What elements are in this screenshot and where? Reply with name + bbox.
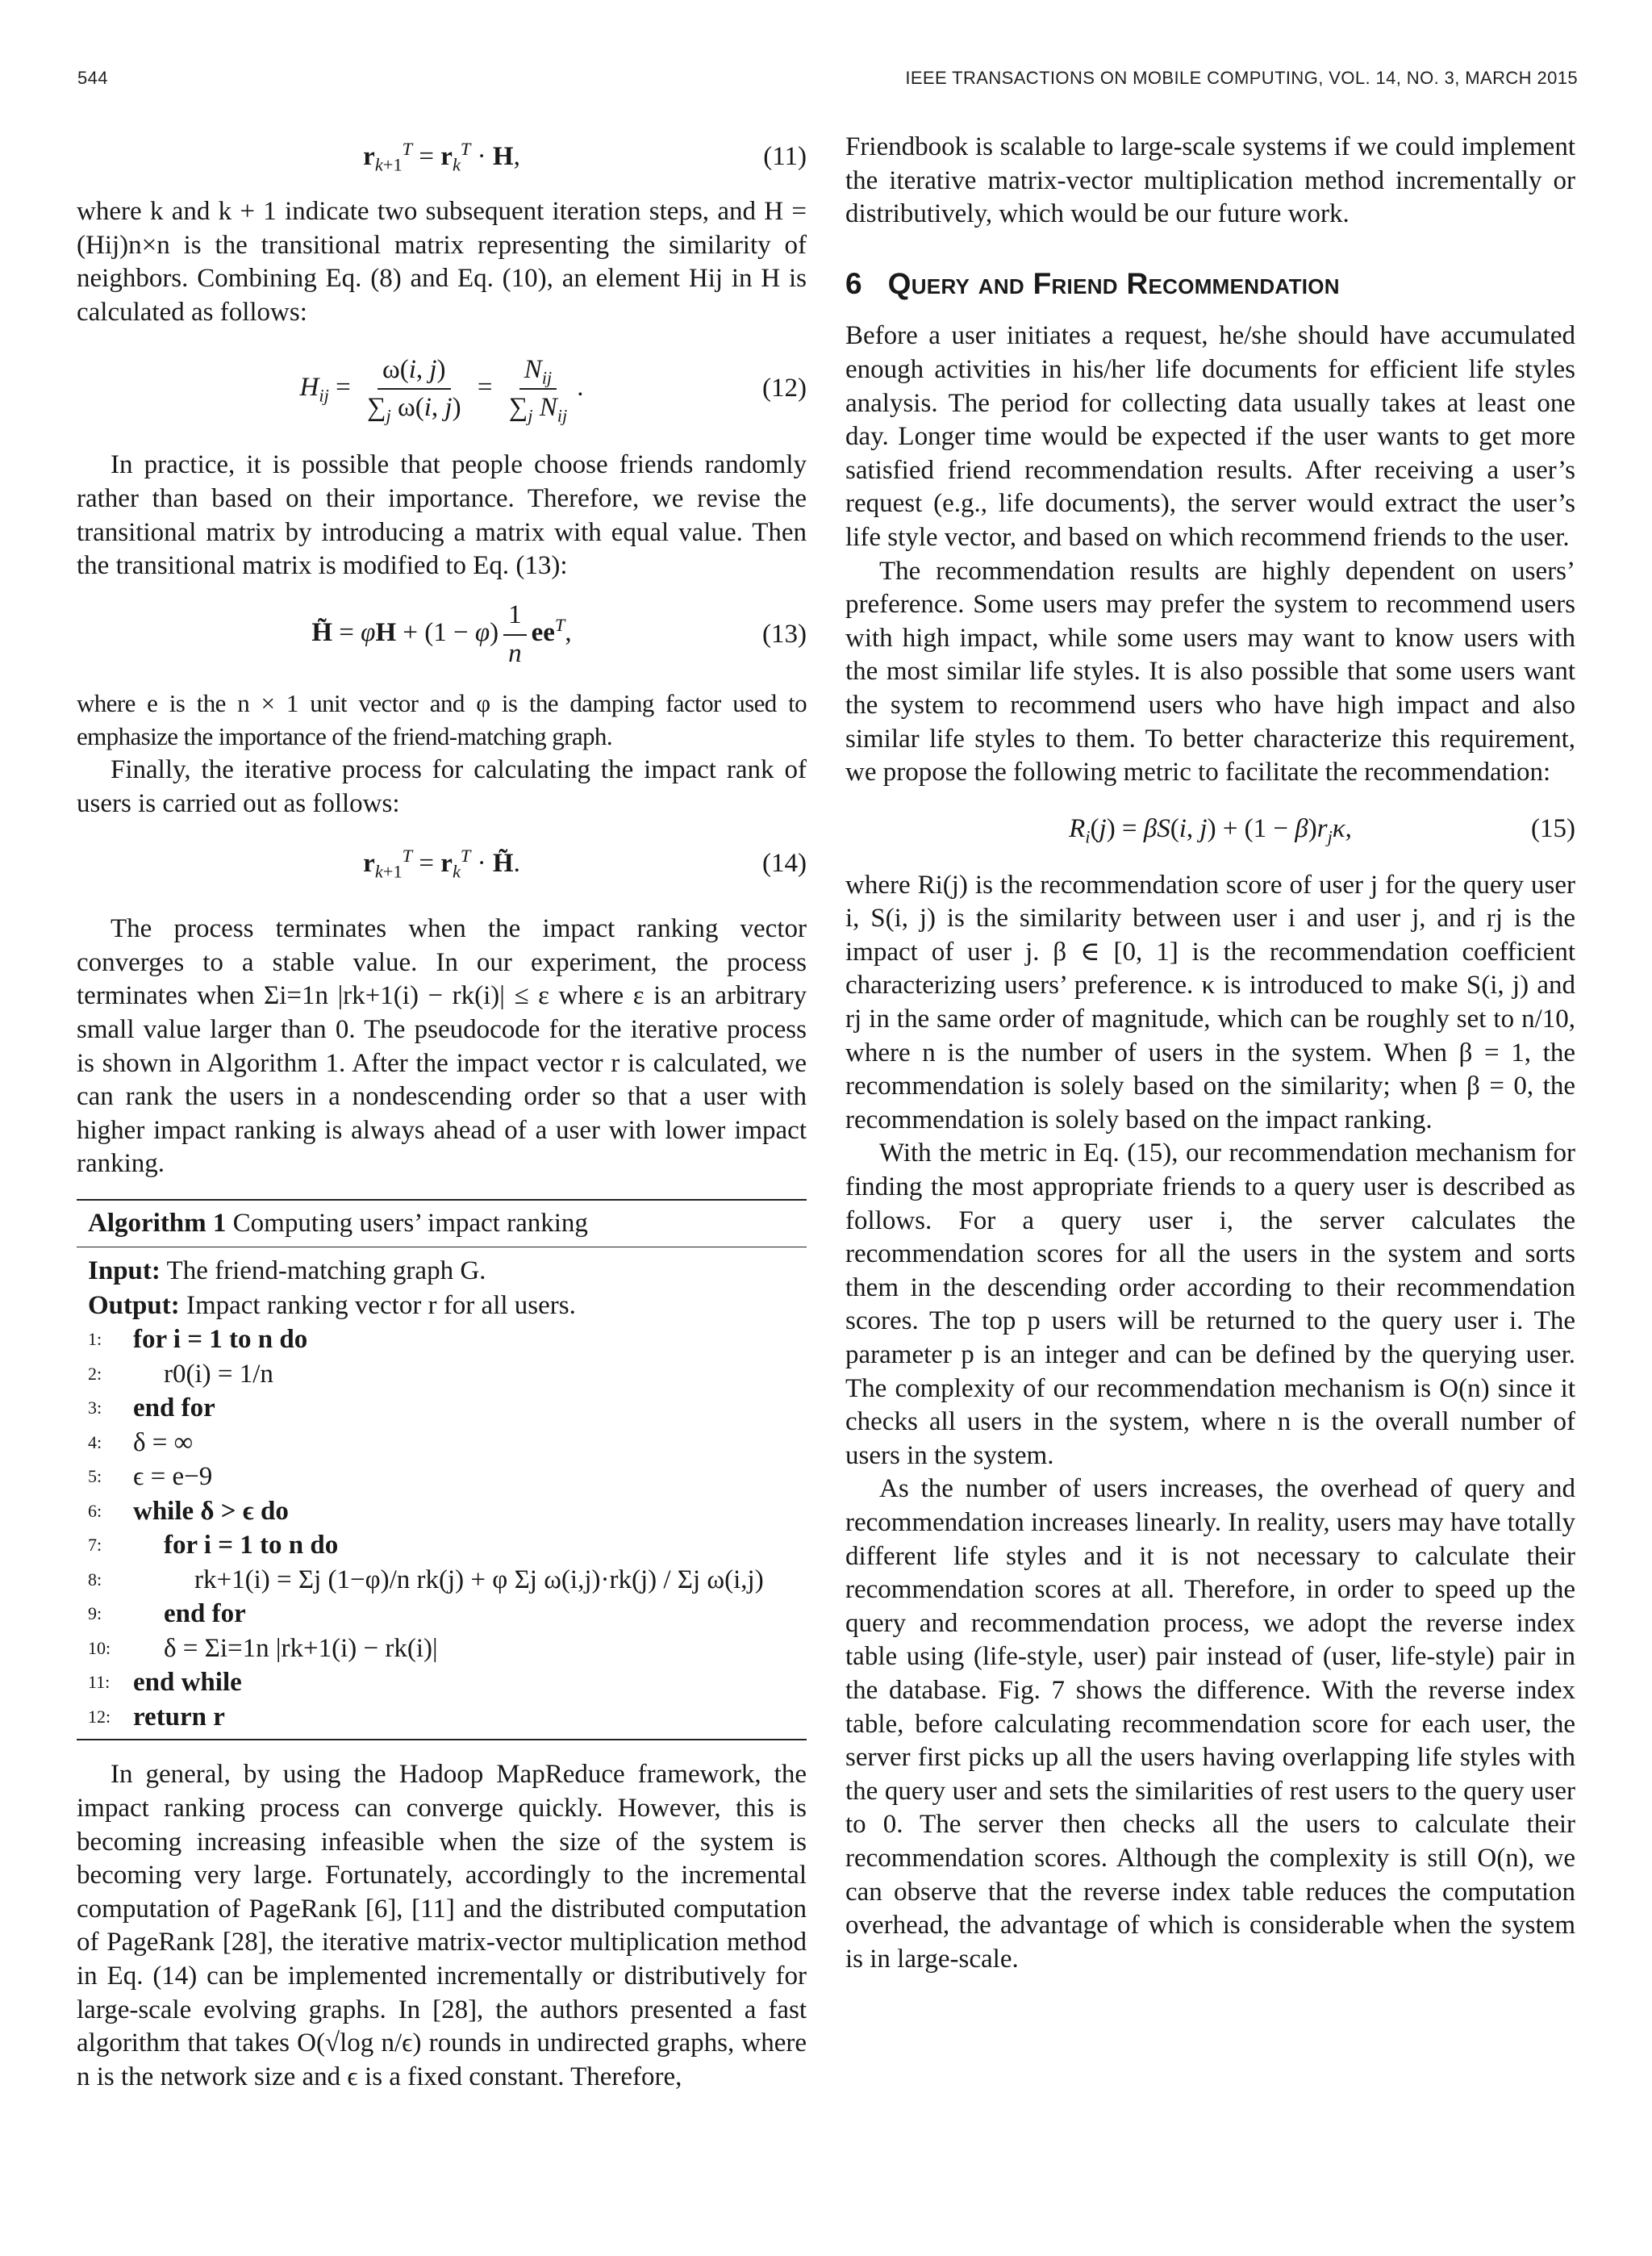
line-text: δ = ∞ (133, 1427, 194, 1457)
paragraph: In general, by using the Hadoop MapReduce framework, the impact ranking process can converge quickly. However, this is becoming increasing infeasible when the size of the system is becoming very large. Fortunately, accordingly to the incremental computation of PageRank [6], [11] and the distributed computation of PageRank [28], the iterative matrix-vector multiplication method in Eq. (14) can be implemented incrementally or distributively for large-scale evolving graphs. In [28], the authors presented a fast algorithm that takes O(√log n/ϵ) rounds in undirected graphs, where n is the network size and ϵ is a fixed constant. Therefore, (77, 1760, 807, 2091)
section-number: 6 (845, 266, 862, 300)
output-label: Output: (88, 1290, 180, 1320)
paragraph: The recommendation results are highly dependent on users’ preference. Some users may prefer the system to recommend users with high impact, while some users may want to know users with the most similar life styles. It is also possible that some users want the system to recommend users who have high impact and also similar life styles to them. To better characterize this requirement, we propose the following metric to facilitate the recommendation: (845, 556, 1575, 788)
line-number: 3: (88, 1397, 102, 1418)
paragraph: The process terminates when the impact ranking vector converges to a stable value. In our experiment, the process terminates when Σi=1n |rk+1(i) − rk(i)| ≤ ε where ε is an arbitrary small value larger than 0. The pseudocode for the iterative process is shown in Algorithm 1. After the impact vector r is calculated, we can rank the users in a nondescending order so that a user with higher impact ranking is always ahead of a user with lower impact ranking. (77, 914, 807, 1179)
equation-14-number: (14) (762, 849, 807, 879)
algorithm-line (88, 1597, 795, 1631)
algorithm-line (88, 1426, 795, 1460)
paragraph: where k and k + 1 indicate two subsequent iteration steps, and H = (Hij)n×n is the transitional matrix representing the similarity of neighbors. Combining Eq. (8) and Eq. (10), an element Hij in H is calculated as follows: (77, 197, 807, 327)
paragraph: where Ri(j) is the recommendation score of user j for the query user i, S(i, j) is the similarity between user i and user j, and rj is the impact of user j. β ∈ [0, 1] is the recommendation coefficient characterizing users’ preference. κ is introduced to make S(i, j) and rj in the same order of magnitude, which can be roughly set to n/10, where n is the number of users in the system. When β = 1, the recommendation is solely based on the similarity; when β = 0, the recommendation is solely based on the impact ranking. (845, 870, 1575, 1134)
line-number: 4: (88, 1431, 102, 1452)
journal-header: IEEE TRANSACTIONS ON MOBILE COMPUTING, VOL. 14, NO. 3, MARCH 2015 (905, 68, 1578, 88)
output-text: Impact ranking vector r for all users. (186, 1290, 576, 1320)
line-text: δ = Σi=1n |rk+1(i) − rk(i)| (164, 1633, 438, 1663)
equation-12-formula: $H_{ij}$ = $\frac{\omega(i, j)}{\sum_j \omega(i, j)}$ = $\frac{N_{ij}}{\sum_j N_{ij}}$ . (299, 354, 584, 426)
line-text: r0(i) = 1/n (164, 1359, 273, 1389)
equation-14 (77, 832, 807, 896)
line-text: ϵ = e−9 (133, 1462, 213, 1492)
algorithm-line (88, 1563, 795, 1598)
line-text: end for (164, 1599, 246, 1629)
equation-11-number: (11) (763, 142, 807, 172)
equation-13-formula: H̃ = φH + (1 − φ) $\frac{1}{n}$ $ee^T$, (311, 600, 572, 668)
algorithm-line (88, 1528, 795, 1563)
line-number: 6: (88, 1500, 102, 1521)
paragraph: As the number of users increases, the overhead of query and recommendation increases linearly. In reality, users may have totally different life styles and it is not necessary to calculate their recommendation scores at all. Therefore, in order to speed up the query and recommendation process, we adopt the reverse index table using (life-style, user) pair instead of (user, life-style) pair in the database. Fig. 7 shows the difference. With the reverse index table, before calculating recommendation score for each user, the server first picks up all the users having overlapping life styles with the query user and sets the similarities of rest users to the query user to 0. The server then checks all the users to calculate their recommendation scores. Although the complexity is still O(n), we can observe that the reverse index table reduces the computation overhead, the advantage of which is considerable when the system is in large-scale. (845, 1474, 1575, 1974)
equation-11-formula: $r_{k+1}^T = r_k^T \cdot H$, (363, 139, 520, 175)
paragraph: In practice, it is possible that people choose friends randomly rather than based on their importance. Therefore, we revise the transitional matrix by introducing a matrix with equal value. Then the transitional matrix is modified to Eq. (13): (77, 450, 807, 581)
line-text: while δ > ϵ do (133, 1496, 289, 1526)
algorithm-label: Algorithm 1 (88, 1208, 227, 1238)
equation-15 (845, 801, 1575, 858)
algorithm-line (88, 1322, 795, 1357)
line-number: 10: (88, 1637, 111, 1658)
equation-14-formula: $r_{k+1}^T = r_k^T$ · H̃. (363, 846, 520, 882)
equation-15-number: (15) (1531, 813, 1575, 843)
algorithm-line (88, 1665, 795, 1700)
algorithm-line (88, 1631, 795, 1666)
right-column (845, 131, 1575, 1976)
page-number: 544 (77, 68, 108, 88)
line-number: 5: (88, 1466, 102, 1487)
line-text: return r (133, 1702, 225, 1732)
equation-13 (77, 595, 807, 675)
line-number: 8: (88, 1569, 102, 1590)
line-text: for i = 1 to n do (133, 1325, 308, 1355)
line-text: rk+1(i) = Σj (1−φ)/n rk(j) + φ Σj ω(i,j)·rk(j) / Σj ω(i,j) (194, 1565, 764, 1594)
section-title: Query and Friend Recommendation (887, 266, 1340, 300)
equation-11 (77, 131, 807, 184)
paragraph: Before a user initiates a request, he/she should have accumulated enough activities in his/her life documents for efficient life styles analysis. The period for collecting data usually takes at least one day. Longer time would be expected if the user wants to get more satisfied friend recommendation results. After receiving a user’s request (e.g., life documents), the server would extract the user’s life style vector, and based on which recommend friends to the user. (845, 321, 1575, 552)
algorithm-line (88, 1494, 795, 1529)
algorithm-line (88, 1357, 795, 1392)
algorithm-lines (88, 1322, 795, 1734)
algorithm-line (88, 1700, 795, 1735)
algorithm-input (88, 1254, 795, 1289)
paragraph: With the metric in Eq. (15), our recommendation mechanism for finding the most appropriate friends to a query user is described as follows. For a query user i, the server calculates the recommendation scores for all the users in the system and sorts them in the descending order according to their recommendation scores. The top p users will be returned to the query user i. The parameter p is an integer and can be defined by the querying user. The complexity of our recommendation mechanism is O(n) since it checks all users in the system, where n is the overall number of users in the system. (845, 1138, 1575, 1470)
equation-12 (77, 340, 807, 437)
section-heading (845, 267, 1575, 301)
equation-12-number: (12) (762, 374, 807, 403)
line-number: 1: (88, 1329, 102, 1350)
paragraph: where e is the n × 1 unit vector and φ is the damping factor used to emphasize the importance of the friend-matching graph. (77, 688, 807, 751)
algorithm-output (88, 1289, 795, 1323)
line-number: 2: (88, 1363, 102, 1384)
line-number: 9: (88, 1603, 102, 1624)
line-text: for i = 1 to n do (164, 1531, 339, 1560)
paragraph: Finally, the iterative process for calculating the impact rank of users is carried out as follows: (77, 754, 807, 818)
left-column (77, 131, 807, 2094)
algorithm-line (88, 1460, 795, 1494)
algorithm-title (77, 1201, 807, 1248)
line-number: 7: (88, 1535, 102, 1556)
line-text: end for (133, 1393, 215, 1423)
input-text: The friend-matching graph G. (166, 1256, 486, 1286)
paragraph: Friendbook is scalable to large-scale systems if we could implement the iterative matrix-vector multiplication method incrementally or distributively, which would be our future work. (845, 132, 1575, 229)
line-number: 12: (88, 1706, 111, 1727)
algorithm-line (88, 1391, 795, 1426)
algorithm-caption: Computing users’ impact ranking (232, 1208, 588, 1238)
line-number: 11: (88, 1672, 111, 1693)
input-label: Input: (88, 1256, 161, 1286)
equation-13-number: (13) (762, 619, 807, 649)
equation-15-formula: $R_i(j) = \beta S(i$, $j) + (1 - \beta)r_j\kappa$, (1069, 813, 1352, 847)
line-text: end while (133, 1668, 242, 1698)
algorithm-body (77, 1247, 807, 1739)
algorithm-box (77, 1199, 807, 1741)
